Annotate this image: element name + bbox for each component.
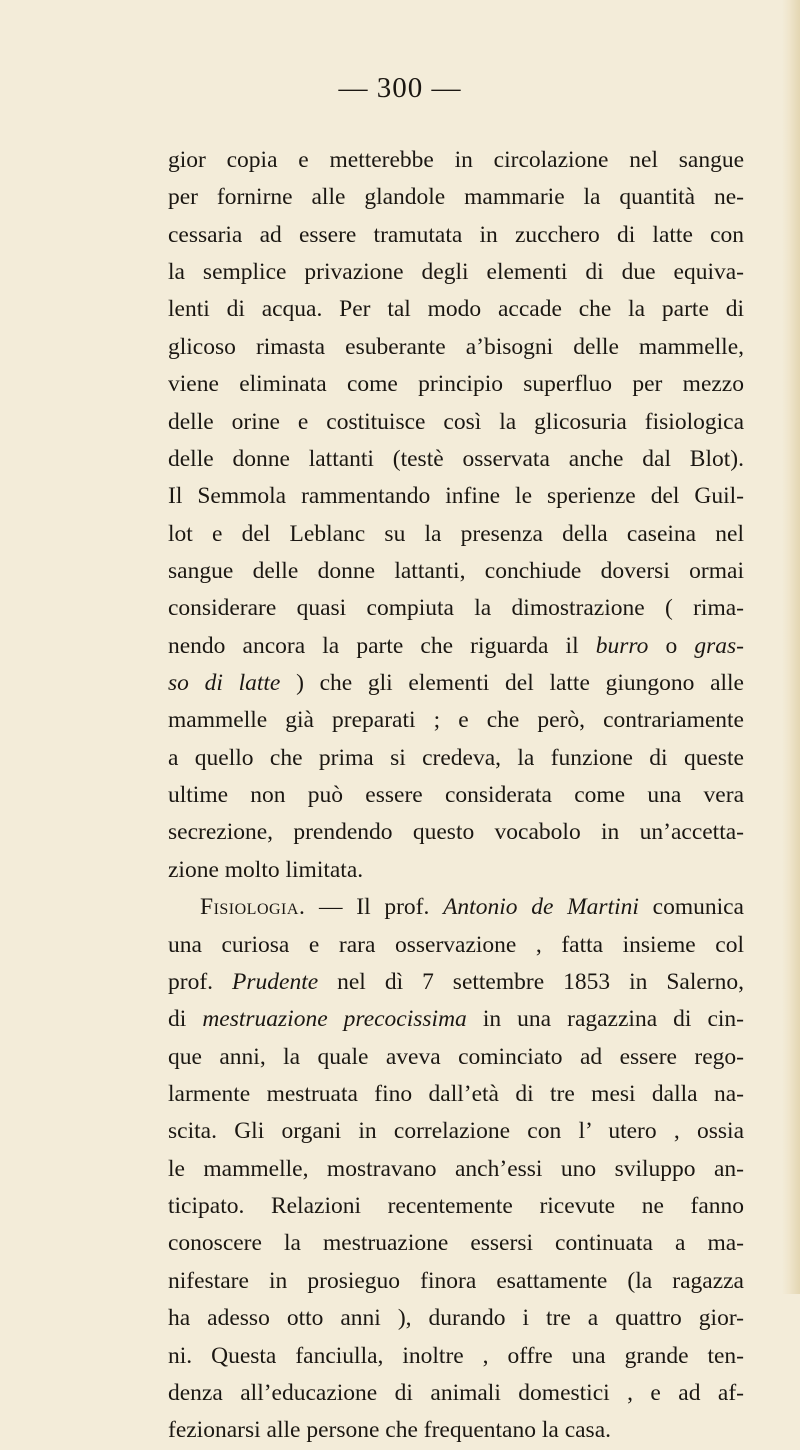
page-edge-shadow [782, 0, 800, 1294]
paragraph-end-line: zione molto limitata. [168, 856, 364, 883]
text-run: nel dì 7 settembre 1853 in Salerno, [318, 968, 744, 995]
italic-term: burro [595, 632, 649, 659]
text-line: cessaria ad essere tramutata in zucchero di latte con [168, 221, 744, 248]
text-line: scita. Gli organi in correlazione con l’ utero , ossia [168, 1118, 744, 1145]
text-line: considerare quasi compiuta la dimostrazione ( rima- [168, 595, 744, 622]
italic-term: gras- [694, 632, 744, 659]
text-line: denza all’educazione di animali domestici , e ad af- [168, 1379, 744, 1406]
text-run: ) che gli elementi del latte giungono alle [280, 670, 744, 697]
italic-name: Prudente [232, 968, 319, 995]
text-run: nendo ancora la parte che riguarda il [168, 632, 596, 659]
section-start-line [168, 889, 744, 926]
text-line: per fornirne alle glandole mammarie la quantità ne- [168, 184, 744, 211]
text-line: una curiosa e rara osservazione , fatta insieme col [168, 931, 744, 958]
page-number: — 300 — [338, 72, 462, 104]
paragraph-end-line: fezionarsi alle persone che frequentano la casa. [168, 1417, 612, 1444]
text-line: conoscere la mestruazione essersi continuata a ma- [168, 1230, 744, 1257]
text-line: mammelle già preparati ; e che però, contrariamente [168, 707, 744, 734]
text-line: Il Semmola rammentando infine le sperienze del Guil- [168, 483, 744, 510]
text-line: la semplice privazione degli elementi di due equiva- [168, 259, 744, 286]
italic-name: Antonio de Martini [443, 894, 639, 921]
text-line: ticipato. Relazioni recentemente ricevute ne fanno [168, 1193, 744, 1220]
text-line: lot e del Leblanc su la presenza della caseina nel [168, 520, 744, 547]
text-run: di [168, 1006, 203, 1033]
text-run: — Il prof. [305, 894, 444, 921]
text-line: ha adesso otto anni ), durando i tre a quattro gior- [168, 1305, 744, 1332]
text-run: prof. [168, 968, 233, 995]
italic-term: so di latte [168, 670, 281, 697]
text-line: delle orine e costituisce così la glicosuria fisiologica [168, 408, 744, 435]
text-line: lenti di acqua. Per tal modo accade che la parte di [168, 296, 744, 323]
section-heading: Fisiologia. [200, 894, 306, 921]
text-line: que anni, la quale aveva cominciato ad essere rego- [168, 1043, 744, 1070]
text-line: gior copia e metterebbe in circolazione nel sangue [168, 147, 744, 173]
text-line: ultime non può essere considerata come una vera [168, 782, 744, 809]
text-line: secrezione, prendendo questo vocabolo in un’accetta- [168, 819, 744, 846]
text-line: viene eliminata come principio superfluo per mezzo [168, 371, 744, 398]
text-line-with-italic [168, 964, 744, 1001]
text-run: comunica [638, 894, 744, 921]
text-line: nifestare in prosieguo finora esattamente (la ragazza [168, 1267, 744, 1294]
text-line: sangue delle donne lattanti, conchiude doversi ormai [168, 557, 744, 584]
text-line: le mammelle, mostravano anch’essi uno sviluppo an- [168, 1155, 744, 1182]
text-line: delle donne lattanti (testè osservata anche dal Blot). [168, 445, 744, 472]
text-line-with-italic [168, 665, 744, 702]
text-line: glicoso rimasta esuberante a’bisogni delle mammelle, [168, 333, 744, 360]
text-run: o [648, 632, 695, 659]
text-line: ni. Questa fanciulla, inoltre , offre una grande ten- [168, 1342, 744, 1369]
text-line: larmente mestruata fino dall’età di tre mesi dalla na- [168, 1080, 744, 1107]
text-line: a quello che prima si credeva, la funzione di queste [168, 744, 744, 771]
text-line-with-italic [168, 628, 744, 665]
text-line-with-italic [168, 1001, 744, 1038]
italic-term: mestruazione precocissima [202, 1006, 467, 1033]
body-text [168, 142, 744, 1450]
text-run: in una ragazzina di cin- [466, 1006, 744, 1033]
